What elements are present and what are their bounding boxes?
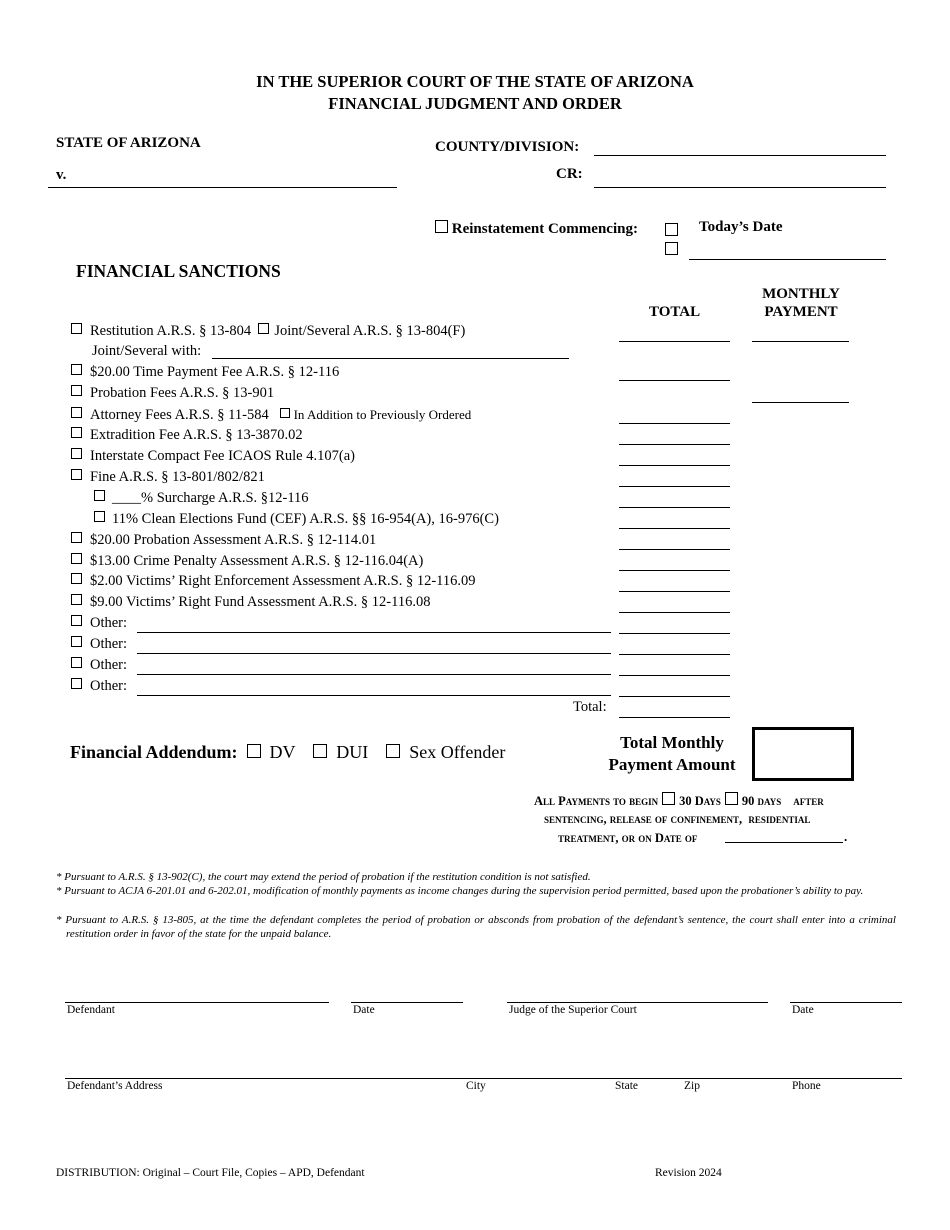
other-label: Other:	[90, 678, 128, 694]
revision-note: Revision 2024	[655, 1167, 722, 1179]
line-item-label: $13.00 Crime Penalty Assessment A.R.S. § 12-116.04(A)	[90, 553, 424, 569]
line-item-label: Probation Fees A.R.S. § 13-901	[90, 385, 275, 401]
phone-label: Phone	[792, 1080, 821, 1092]
city-label: City	[466, 1080, 486, 1092]
total-monthly-label-1: Total Monthly	[620, 733, 724, 752]
line-item	[71, 532, 376, 549]
fine-total[interactable]	[619, 486, 730, 487]
30-days-label: 30 Days	[679, 794, 721, 808]
total-monthly-payment-box[interactable]	[752, 727, 854, 781]
line-item	[71, 573, 476, 590]
financial-addendum-label: Financial Addendum:	[70, 742, 238, 762]
other-description-field[interactable]	[137, 695, 611, 696]
line-item	[71, 406, 471, 424]
victims-right-fund-checkbox[interactable]	[71, 594, 82, 605]
in-addition-checkbox[interactable]	[280, 408, 290, 418]
other-total-field[interactable]	[619, 675, 730, 676]
in-addition-label: In Addition to Previously Ordered	[293, 407, 472, 422]
probation-fees-checkbox[interactable]	[71, 385, 82, 396]
restitution-row	[71, 323, 465, 340]
payment-start-date-field[interactable]	[725, 842, 843, 843]
other-checkbox[interactable]	[71, 657, 82, 668]
judge-date-label: Date	[792, 1004, 814, 1016]
joint-several-label: Joint/Several A.R.S. § 13-804(F)	[274, 323, 466, 339]
probation-fees-monthly[interactable]	[752, 402, 849, 403]
line-item	[71, 448, 355, 465]
footnote-monthly-payments	[56, 885, 896, 899]
other-description-field[interactable]	[137, 674, 611, 675]
dv-label: DV	[269, 742, 296, 762]
restitution-label: Restitution A.R.S. § 13-804	[90, 323, 252, 339]
total-monthly-label-2: Payment Amount	[608, 755, 736, 774]
todays-date-label: Today’s Date	[699, 219, 783, 235]
line-item-label: Attorney Fees A.R.S. § 11-584	[90, 407, 269, 423]
payments-begin-row	[534, 792, 824, 810]
after-label: after	[793, 794, 824, 808]
restitution-monthly-field[interactable]	[752, 341, 849, 342]
surcharge-checkbox[interactable]	[94, 490, 105, 501]
monthly-column-header-2: PAYMENT	[764, 304, 838, 320]
other-checkbox[interactable]	[71, 678, 82, 689]
dui-checkbox[interactable]	[313, 744, 327, 758]
reinstatement-label: Reinstatement Commencing:	[451, 221, 638, 237]
clean-elections-checkbox[interactable]	[94, 511, 105, 522]
interstate-compact-checkbox[interactable]	[71, 448, 82, 459]
period: .	[844, 829, 848, 844]
total-label: Total:	[573, 699, 607, 715]
footnote-restitution-order	[56, 914, 896, 941]
other-checkbox[interactable]	[71, 636, 82, 647]
joint-with-field[interactable]	[212, 358, 569, 359]
todays-date-checkbox[interactable]	[665, 223, 678, 236]
line-item-label: ____% Surcharge A.R.S. §12-116	[112, 490, 309, 506]
fine-checkbox[interactable]	[71, 469, 82, 480]
payments-line-2: sentencing, release of confinement, residential	[544, 812, 811, 826]
90-days-checkbox[interactable]	[725, 792, 738, 805]
line-item	[71, 427, 303, 444]
sex-offender-label: Sex Offender	[409, 742, 506, 762]
versus-label: v.	[56, 167, 67, 183]
other-label: Other:	[90, 657, 128, 673]
line-item	[71, 469, 265, 486]
financial-addendum-row	[70, 742, 505, 763]
sex-offender-checkbox[interactable]	[386, 744, 400, 758]
footnote-text: * Pursuant to A.R.S. § 13-805, at the time the defendant completes the period of probation or absconds from probation of the defendant’s sentence, the court shall enter into a criminal restitution order in favor of the state for the unpaid balance.	[56, 914, 896, 940]
reinstatement-row	[435, 220, 638, 238]
address-label: Defendant’s Address	[67, 1080, 163, 1092]
other-total-field[interactable]	[619, 696, 730, 697]
other-row	[71, 636, 127, 653]
restitution-total-field[interactable]	[619, 341, 730, 342]
other-description-field[interactable]	[137, 632, 611, 633]
reinstatement-checkbox[interactable]	[435, 220, 448, 233]
state-label: State	[615, 1080, 638, 1092]
cr-number-field[interactable]	[594, 187, 886, 188]
grand-total-field[interactable]	[619, 717, 730, 718]
footnote-restitution: * Pursuant to A.R.S. § 13-902(C), the court may extend the period of probation if the restitution condition is not satisfied.	[56, 871, 591, 883]
extradition-fee-total[interactable]	[619, 444, 730, 445]
county-division-label: COUNTY/DIVISION:	[435, 139, 580, 155]
line-item-label: Extradition Fee A.R.S. § 13-3870.02	[90, 427, 303, 443]
state-of-arizona: STATE OF ARIZONA	[56, 135, 201, 151]
distribution-note: DISTRIBUTION: Original – Court File, Copies – APD, Defendant	[56, 1167, 365, 1179]
victims-right-fund-total[interactable]	[619, 612, 730, 613]
line-item-label: $9.00 Victims’ Right Fund Assessment A.R.S. § 12-116.08	[90, 594, 431, 610]
attorney-fees-checkbox[interactable]	[71, 407, 82, 418]
clean-elections-total[interactable]	[619, 528, 730, 529]
defendant-label: Defendant	[67, 1004, 115, 1016]
line-item-label: Interstate Compact Fee ICAOS Rule 4.107(a)	[90, 448, 355, 464]
attorney-fees-total[interactable]	[619, 423, 730, 424]
line-item-label: Fine A.R.S. § 13-801/802/821	[90, 469, 265, 485]
other-total-field[interactable]	[619, 654, 730, 655]
line-item-label: $2.00 Victims’ Right Enforcement Assessment A.R.S. § 12-116.09	[90, 573, 476, 589]
joint-several-checkbox[interactable]	[258, 323, 269, 334]
90-days-label: 90 days	[741, 794, 782, 808]
line-item	[94, 511, 499, 528]
crime-penalty-checkbox[interactable]	[71, 553, 82, 564]
judge-date-line[interactable]	[790, 1002, 902, 1003]
judge-label: Judge of the Superior Court	[509, 1004, 637, 1016]
crime-penalty-total[interactable]	[619, 570, 730, 571]
date-checkbox[interactable]	[665, 242, 678, 255]
cr-label: CR:	[556, 166, 583, 182]
line-item-label: $20.00 Time Payment Fee A.R.S. § 12-116	[90, 364, 340, 380]
other-row	[71, 615, 127, 632]
extradition-fee-checkbox[interactable]	[71, 427, 82, 438]
defendant-date-line[interactable]	[351, 1002, 463, 1003]
reinstatement-date-field[interactable]	[689, 259, 886, 260]
joint-with-label: Joint/Several with:	[92, 343, 202, 359]
other-description-field[interactable]	[137, 653, 611, 654]
other-row	[71, 657, 127, 674]
line-item	[71, 594, 430, 611]
victims-right-enforcement-total[interactable]	[619, 591, 730, 592]
interstate-compact-total[interactable]	[619, 465, 730, 466]
form-title-court: IN THE SUPERIOR COURT OF THE STATE OF ARIZONA	[256, 72, 694, 91]
other-label: Other:	[90, 615, 128, 631]
defendant-date-label: Date	[353, 1004, 375, 1016]
other-total-field[interactable]	[619, 633, 730, 634]
line-item-label: $20.00 Probation Assessment A.R.S. § 12-114.01	[90, 532, 377, 548]
address-line[interactable]	[65, 1078, 902, 1079]
restitution-checkbox[interactable]	[71, 323, 82, 334]
line-item-label: 11% Clean Elections Fund (CEF) A.R.S. §§ 16-954(A), 16-976(C)	[112, 511, 499, 527]
line-item	[71, 553, 423, 570]
dui-label: DUI	[336, 742, 369, 762]
line-item	[71, 385, 274, 402]
probation-assessment-checkbox[interactable]	[71, 532, 82, 543]
county-division-field[interactable]	[594, 155, 886, 156]
date-of-label: treatment, or on Date of	[558, 831, 698, 845]
line-item	[94, 490, 309, 507]
probation-assessment-total[interactable]	[619, 549, 730, 550]
financial-sanctions-title: FINANCIAL SANCTIONS	[76, 261, 281, 281]
victims-right-enforcement-checkbox[interactable]	[71, 573, 82, 584]
monthly-column-header-1: MONTHLY	[762, 286, 840, 302]
line-item	[71, 364, 339, 381]
defendant-signature-line[interactable]	[65, 1002, 329, 1003]
payments-begin-label: All Payments to begin	[534, 794, 659, 808]
30-days-checkbox[interactable]	[662, 792, 675, 805]
other-row	[71, 678, 127, 695]
time-payment-fee-checkbox[interactable]	[71, 364, 82, 375]
payments-line-3	[558, 829, 697, 847]
footnote-text: * Pursuant to ACJA 6-201.01 and 6-202.01, modification of monthly payments as income changes during the supervision period permitted, based upon the probationer’s ability to pay.	[56, 885, 864, 897]
form-title: FINANCIAL JUDGMENT AND ORDER	[328, 94, 622, 113]
time-payment-fee-total[interactable]	[619, 380, 730, 381]
defendant-name-line[interactable]	[48, 187, 397, 188]
judge-signature-line[interactable]	[507, 1002, 768, 1003]
other-checkbox[interactable]	[71, 615, 82, 626]
other-label: Other:	[90, 636, 128, 652]
zip-label: Zip	[684, 1080, 700, 1092]
dv-checkbox[interactable]	[247, 744, 261, 758]
total-column-header: TOTAL	[649, 304, 701, 320]
surcharge-total[interactable]	[619, 507, 730, 508]
